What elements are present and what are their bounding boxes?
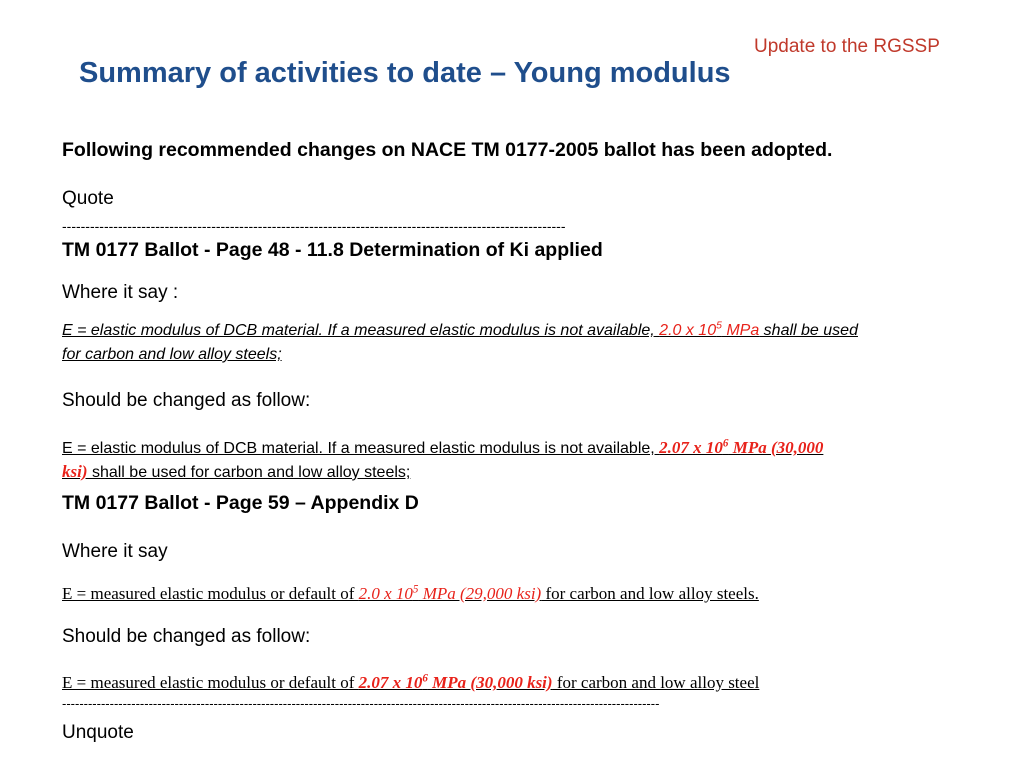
section1-where-label: Where it say : [62,282,179,303]
section2-old-value: 2.0 x $10^5$ MPa (29,000 ksi) [358,583,542,603]
section1-old-text-b: shall be used [759,322,858,339]
section1-new-value-unit: ksi) [62,462,88,481]
section2-old-text-a: E = measured elastic modulus or default of [62,584,359,603]
dash-separator-top: ------------------------------------------------------------------------------------------------------------ [62,218,566,234]
section1-new-text-line1 [62,438,823,458]
section1-change-label: Should be changed as follow: [62,390,311,411]
section2-old-text-b: for carbon and low alloy steels. [541,584,759,603]
section2-new-text [62,673,759,693]
section2-new-text-a: E = measured elastic modulus or default of [62,673,359,692]
section1-new-text-a: E = elastic modulus of DCB material. If a measured elastic modulus is not available, [62,440,660,457]
section2-new-value: 2.07 x $10^6$ MPa (30,000 ksi) [358,672,553,692]
section1-heading: TM 0177 Ballot - Page 48 - 11.8 Determination of Ki applied [62,239,603,261]
slide-title: Summary of activities to date – Young modulus [79,57,731,89]
section1-new-text-b: shall be used for carbon and low alloy steels; [87,464,411,481]
unquote-label: Unquote [62,722,134,743]
intro-statement: Following recommended changes on NACE TM 0177-2005 ballot has been adopted. [62,139,833,161]
section1-old-text-line2: for carbon and low alloy steels; [62,346,282,363]
section1-old-text-line1 [62,322,858,340]
quote-label: Quote [62,188,114,209]
dash-separator-bottom: ------------------------------------------------------------------------------------------------------------------------------------------ [62,696,660,711]
section1-old-value: 2.0 x $10^5$ MPa [659,320,760,339]
section2-where-label: Where it say [62,541,168,562]
section2-change-label: Should be changed as follow: [62,626,311,647]
section2-new-text-b: for carbon and low alloy steel [552,673,760,692]
section1-old-text-a: E = elastic modulus of DCB material. If a measured elastic modulus is not available, [62,322,660,339]
section1-new-value: 2.07 x $10^6$ MPa (30,000 [659,437,824,457]
section2-heading: TM 0177 Ballot - Page 59 – Appendix D [62,492,419,514]
update-tag: Update to the RGSSP [754,36,940,57]
section2-old-text [62,584,759,604]
section1-new-text-line2 [62,462,410,482]
